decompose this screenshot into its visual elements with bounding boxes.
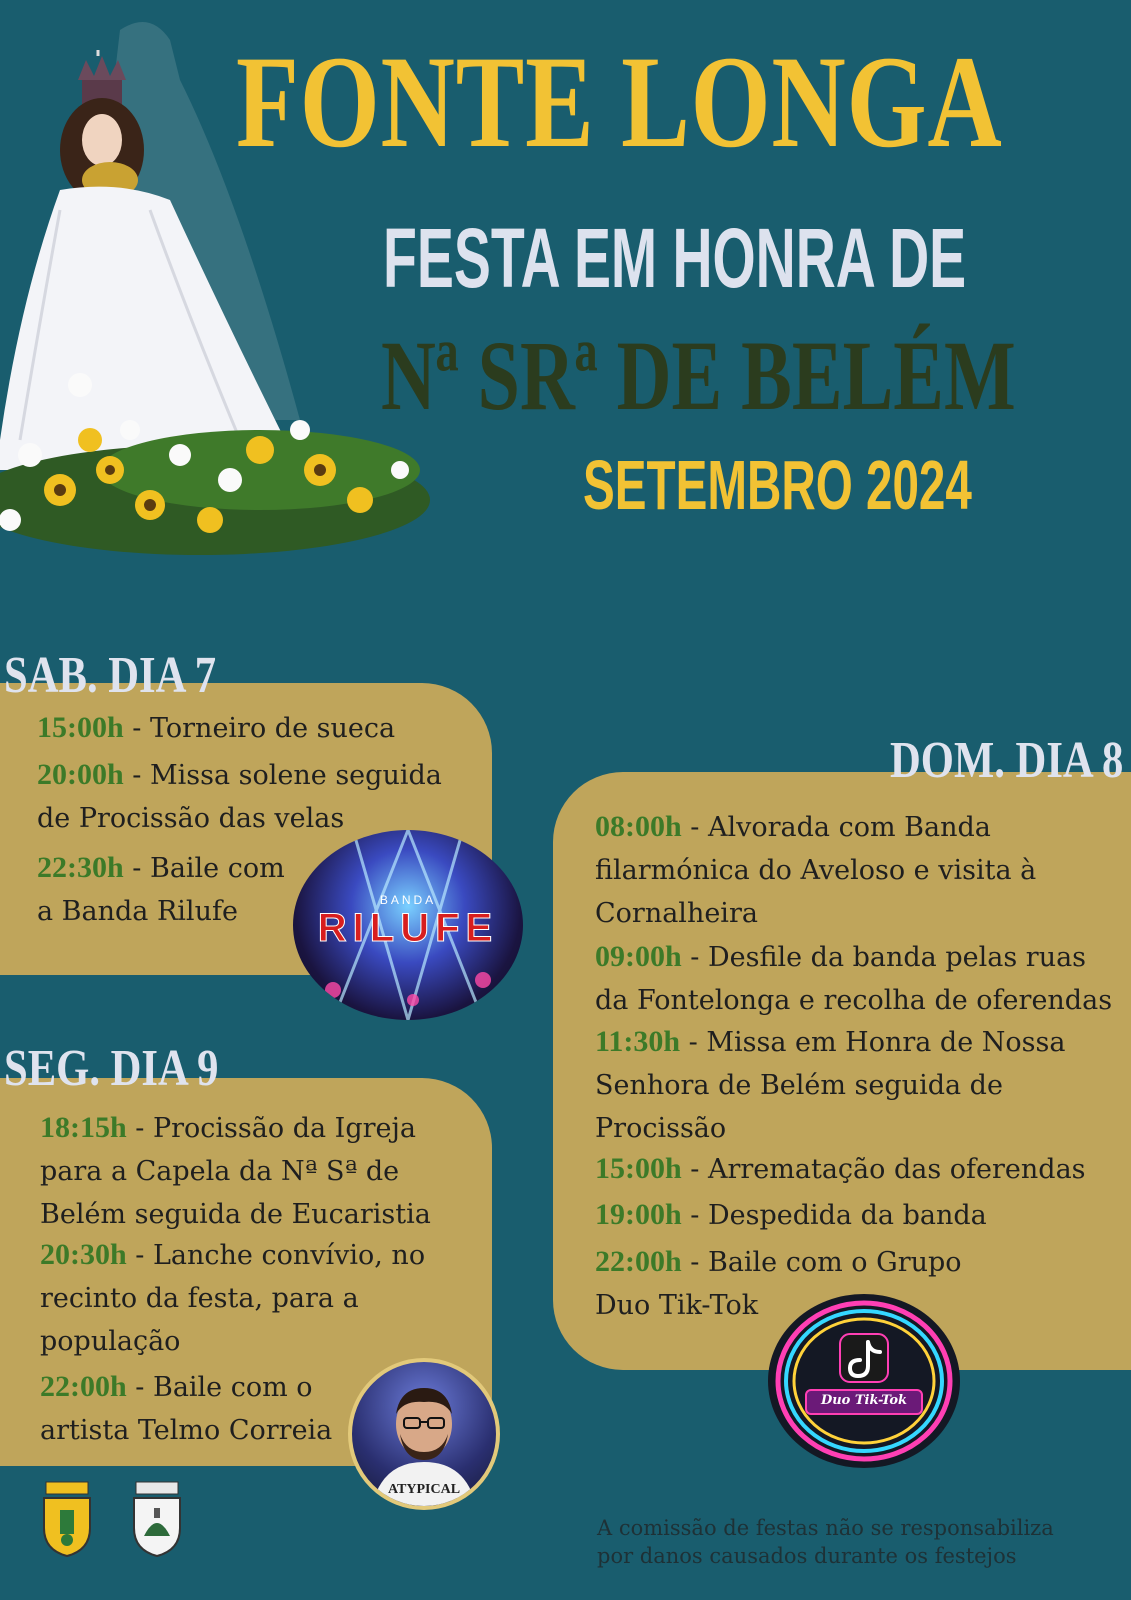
coat-of-arms-icon — [32, 1480, 102, 1560]
event-time: 20:00h — [37, 758, 124, 791]
sunday-event: 09:00h - Desfile da banda pelas ruas da Fontelonga e recolha de oferendas — [595, 940, 1113, 1016]
event-time: 20:30h — [40, 1238, 127, 1271]
banda-rilufe-logo — [293, 830, 523, 1020]
logo-big-text: RILUFE — [317, 906, 499, 950]
monday-event: 22:00h - Baile com o artista Telmo Correia — [40, 1370, 333, 1446]
event-time: 08:00h — [595, 810, 682, 843]
sunday-event: 19:00h - Despedida da banda — [595, 1198, 987, 1231]
event-time: 22:00h — [595, 1245, 682, 1278]
sunday-event: 08:00h - Alvorada com Banda filarmónica do Aveloso e visita à Cornalheira — [595, 810, 1037, 929]
duo-tiktok-logo — [768, 1294, 960, 1468]
saint-name: Nª SRª DE BELÉM — [381, 320, 1016, 431]
monday-event: 18:15h - Procissão da Igreja para a Capela da Nª Sª de Belém seguida de Eucaristia — [40, 1111, 431, 1230]
event-time: 19:00h — [595, 1198, 682, 1231]
event-time: 15:00h — [595, 1152, 682, 1185]
subtitle: FESTA EM HONRA DE — [383, 211, 967, 305]
event-time: 15:00h — [37, 711, 124, 744]
sunday-day-label: DOM. DIA 8 — [890, 732, 1124, 789]
event-time: 22:30h — [37, 851, 124, 884]
saturday-event: 15:00h - Torneiro de sueca — [37, 711, 396, 744]
logo-small-text: BANDA — [379, 893, 437, 907]
saturday-event: 20:00h - Missa solene seguida de Procissão das velas — [37, 758, 442, 834]
coat-of-arms-icon — [122, 1480, 192, 1560]
event-date: SETEMBRO 2024 — [583, 446, 972, 524]
event-time: 22:00h — [40, 1370, 127, 1403]
monday-event: 20:30h - Lanche convívio, no recinto da festa, para a população — [40, 1238, 426, 1357]
sunday-event: 15:00h - Arrematação das oferendas — [595, 1152, 1086, 1185]
saturday-day-label: SAB. DIA 7 — [4, 647, 217, 704]
event-time: 11:30h — [595, 1025, 681, 1058]
monday-day-label: SEG. DIA 9 — [4, 1040, 219, 1097]
shirt-text: ATYPICAL — [387, 1482, 461, 1497]
sunday-event: 11:30h - Missa em Honra de Nossa Senhora de Belém seguida de Procissão — [595, 1025, 1066, 1144]
event-time: 09:00h — [595, 940, 682, 973]
tiktok-icon — [768, 1294, 960, 1468]
saturday-event: 22:30h - Baile com a Banda Rilufe — [37, 851, 285, 927]
disclaimer: A comissão de festas não se responsabiliza por danos causados durante os festejos — [597, 1516, 1054, 1568]
sunday-event: 22:00h - Baile com o Grupo Duo Tik-Tok — [595, 1245, 962, 1321]
tiktok-logo-text: Duo Tik-Tok — [820, 1393, 908, 1408]
telmo-correia-portrait — [348, 1358, 500, 1510]
page-title: FONTE LONGA — [236, 28, 1003, 175]
event-time: 18:15h — [40, 1111, 127, 1144]
